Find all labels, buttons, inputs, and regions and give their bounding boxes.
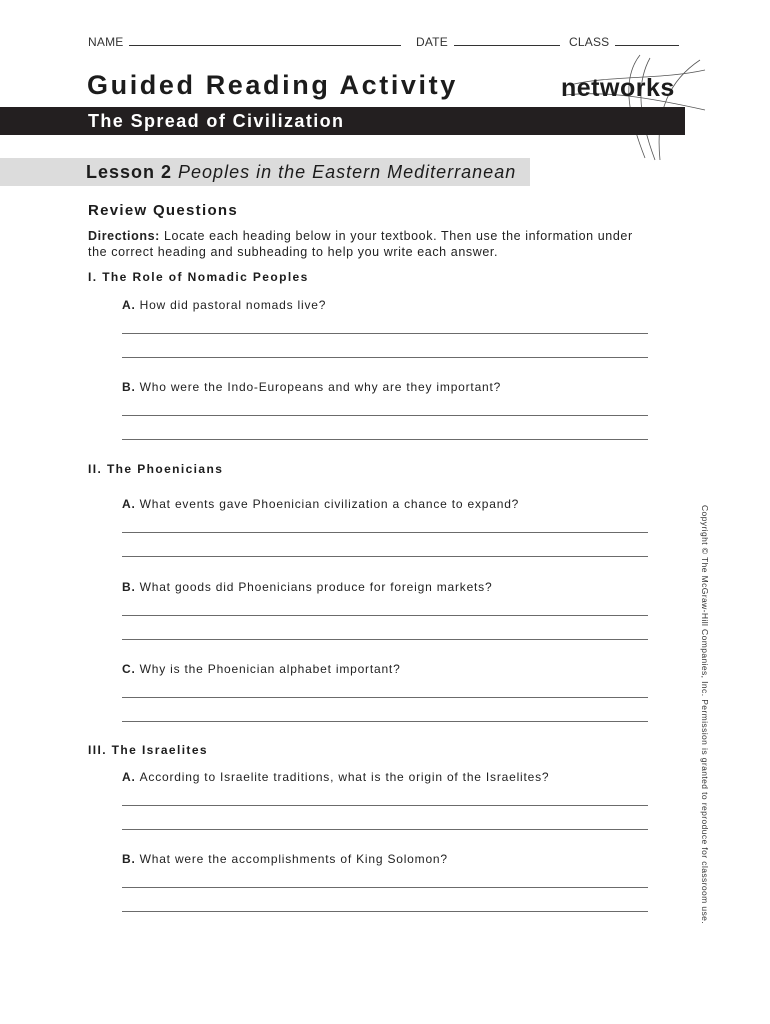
question-letter: B. xyxy=(122,580,136,594)
section-numeral: III. xyxy=(88,743,107,757)
answer-line[interactable] xyxy=(122,439,648,440)
answer-line[interactable] xyxy=(122,333,648,334)
question-letter: B. xyxy=(122,380,136,394)
question-letter: B. xyxy=(122,852,136,866)
question xyxy=(122,770,549,784)
directions-text: Locate each heading below in your textbook. Then use the information under the correct heading and subheading to help you write each answer. xyxy=(88,229,633,259)
answer-line[interactable] xyxy=(122,911,648,912)
section-title: The Role of Nomadic Peoples xyxy=(102,270,309,284)
date-line[interactable] xyxy=(454,35,560,46)
networks-logo xyxy=(561,74,675,103)
answer-line[interactable] xyxy=(122,615,648,616)
question-letter: C. xyxy=(122,662,136,676)
copyright-notice: Copyright © The McGraw-Hill Companies, Inc. Permission is granted to reproduce for classroom use. xyxy=(700,505,710,925)
question-letter: A. xyxy=(122,298,136,312)
question-letter: A. xyxy=(122,770,136,784)
logo-text-o: o xyxy=(619,74,636,102)
class-field[interactable] xyxy=(569,35,679,49)
section-heading xyxy=(88,462,223,476)
logo-text-end: rks xyxy=(635,74,675,102)
answer-line[interactable] xyxy=(122,639,648,640)
logo-text-start: netw xyxy=(561,74,620,102)
lesson-number: Lesson 2 xyxy=(86,162,173,182)
question xyxy=(122,580,492,594)
section-heading xyxy=(88,743,208,757)
answer-line[interactable] xyxy=(122,887,648,888)
date-field[interactable] xyxy=(416,35,560,49)
answer-line[interactable] xyxy=(122,556,648,557)
answer-line[interactable] xyxy=(122,357,648,358)
date-label: DATE xyxy=(416,35,448,49)
lesson-subtitle: Peoples in the Eastern Mediterranean xyxy=(178,162,517,182)
question-text: How did pastoral nomads live? xyxy=(139,298,327,312)
class-label: CLASS xyxy=(569,35,610,49)
question xyxy=(122,662,401,676)
question-text: Why is the Phoenician alphabet important? xyxy=(139,662,401,676)
question-text: What events gave Phoenician civilization a chance to expand? xyxy=(139,497,520,511)
name-line[interactable] xyxy=(129,35,401,46)
section-title: The Israelites xyxy=(111,743,208,757)
page-title: Guided Reading Activity xyxy=(87,70,458,100)
directions xyxy=(88,228,648,260)
question-text: According to Israelite traditions, what is the origin of the Israelites? xyxy=(139,770,550,784)
question xyxy=(122,298,326,312)
question xyxy=(122,380,501,394)
section-numeral: I. xyxy=(88,270,98,284)
question-text: Who were the Indo-Europeans and why are they important? xyxy=(139,380,502,394)
question xyxy=(122,497,519,511)
unit-title: The Spread of Civilization xyxy=(88,111,345,131)
answer-line[interactable] xyxy=(122,532,648,533)
review-questions-heading: Review Questions xyxy=(88,202,239,219)
directions-label: Directions: xyxy=(88,229,160,243)
question xyxy=(122,852,448,866)
answer-line[interactable] xyxy=(122,805,648,806)
section-title: The Phoenicians xyxy=(106,462,224,476)
question-text: What goods did Phoenicians produce for foreign markets? xyxy=(139,580,493,594)
section-numeral: II. xyxy=(88,462,103,476)
answer-line[interactable] xyxy=(122,415,648,416)
lesson-bar xyxy=(0,158,530,186)
name-field[interactable] xyxy=(88,35,401,49)
lesson-heading xyxy=(86,162,516,183)
answer-line[interactable] xyxy=(122,721,648,722)
section-heading xyxy=(88,270,309,284)
unit-banner xyxy=(0,107,685,135)
question-letter: A. xyxy=(122,497,136,511)
answer-line[interactable] xyxy=(122,697,648,698)
class-line[interactable] xyxy=(615,35,679,46)
question-text: What were the accomplishments of King Solomon? xyxy=(139,852,448,866)
answer-line[interactable] xyxy=(122,829,648,830)
name-label: NAME xyxy=(88,35,124,49)
